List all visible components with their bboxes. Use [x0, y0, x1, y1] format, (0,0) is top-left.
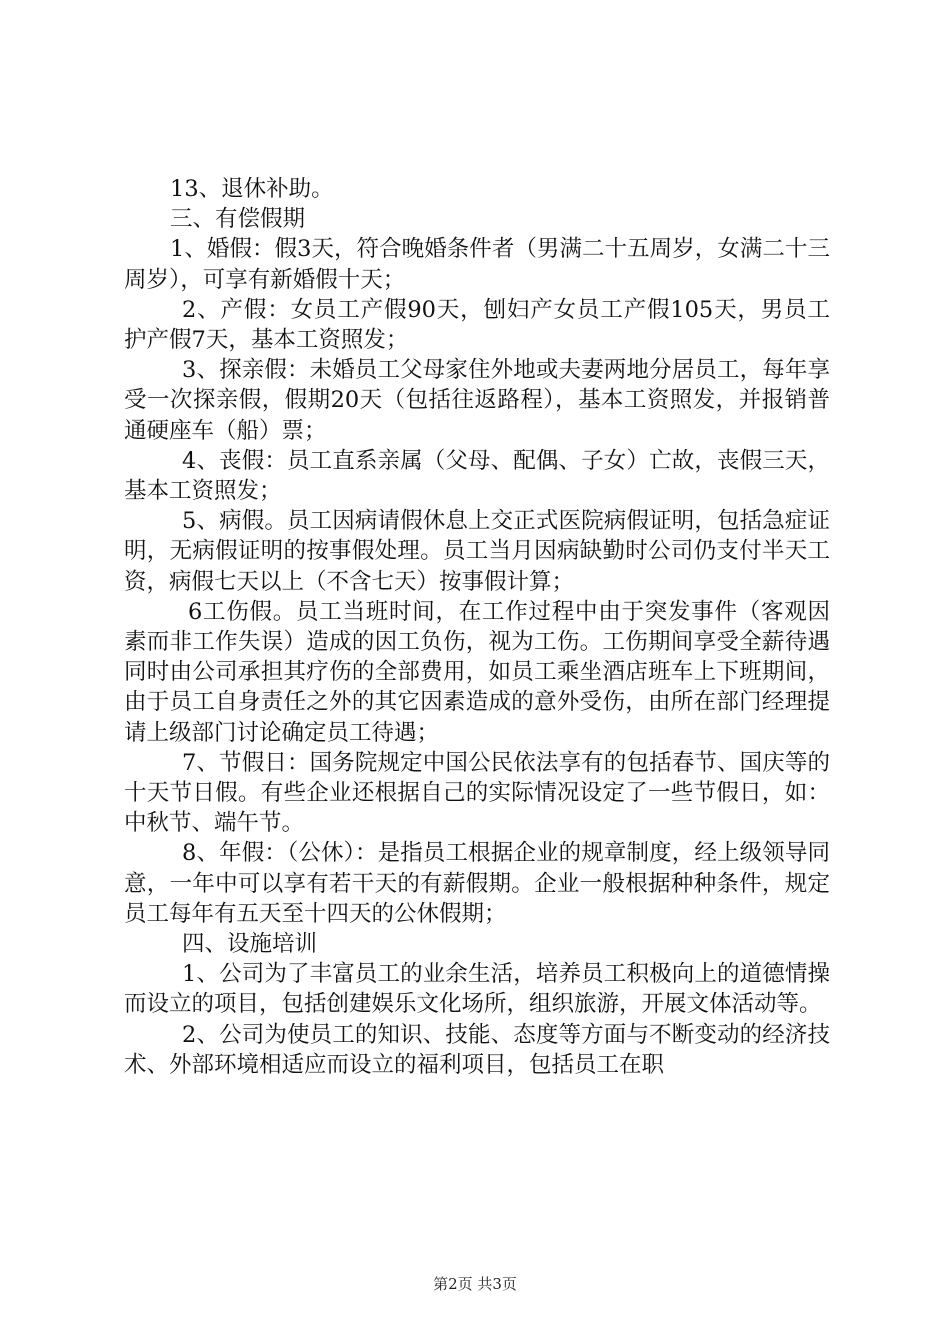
page-number-footer: 第2页 共3页 — [433, 1275, 517, 1293]
section-heading-paid-leave: 三、有偿假期 — [170, 206, 306, 233]
paragraph-annual-leave: 8、年假：（公休）：是指员工根据企业的规章制度，经上级领导同意，一年中可以享有若干天的有薪假期。企业一般根据种种条件，规定员工每年有五天至十四天的公休假期； — [124, 840, 830, 927]
paragraph-marriage-leave: 1、婚假：假3天，符合晚婚条件者（男满二十五周岁，女满二十三周岁），可享有新婚假十天； — [124, 236, 830, 293]
paragraph-retirement-subsidy: 13、退休补助。 — [170, 176, 334, 202]
document-body — [124, 174, 830, 1080]
paragraph-sick-leave: 5、病假。员工因病请假休息上交正式医院病假证明，包括急症证明，无病假证明的按事假处理。员工当月因病缺勤时公司仍支付半天工资，病假七天以上（不含七天）按事假计算； — [124, 508, 830, 595]
section-heading-facilities-training: 四、设施培训 — [182, 931, 318, 958]
paragraph-recreation-facilities: 1、公司为了丰富员工的业余生活，培养员工积极向上的道德情操而设立的项目，包括创建娱乐文化场所，组织旅游，开展文体活动等。 — [124, 961, 830, 1018]
paragraph-maternity-leave: 2、产假：女员工产假90天，刨妇产女员工产假105天，男员工护产假7天，基本工资照发； — [124, 296, 830, 354]
paragraph-bereavement-leave: 4、丧假：员工直系亲属（父母、配偶、子女）亡故，丧假三天，基本工资照发； — [124, 447, 830, 505]
paragraph-holidays: 7、节假日：国务院规定中国公民依法享有的包括春节、国庆等的十天节日假。有些企业还根据自己的实际情况设定了一些节假日，如：中秋节、端午节。 — [124, 749, 830, 837]
paragraph-training-benefits: 2、公司为使员工的知识、技能、态度等方面与不断变动的经济技术、外部环境相适应而设立的福利项目，包括员工在职 — [124, 1021, 830, 1078]
paragraph-work-injury-leave: 6工伤假。员工当班时间，在工作过程中由于突发事件（客观因素而非工作失误）造成的因工负伤，视为工伤。工伤期间享受全薪待遇同时由公司承担其疗伤的全部费用，如员工乘坐酒店班车上下班期间，由于员工自身责任之外的其它因素造成的意外受伤，由所在部门经理提请上级部门讨论确定员工待遇； — [124, 598, 830, 746]
paragraph-family-visit-leave: 3、探亲假：未婚员工父母家住外地或夫妻两地分居员工，每年享受一次探亲假，假期20天（包括往返路程），基本工资照发，并报销普通硬座车（船）票； — [124, 357, 830, 444]
